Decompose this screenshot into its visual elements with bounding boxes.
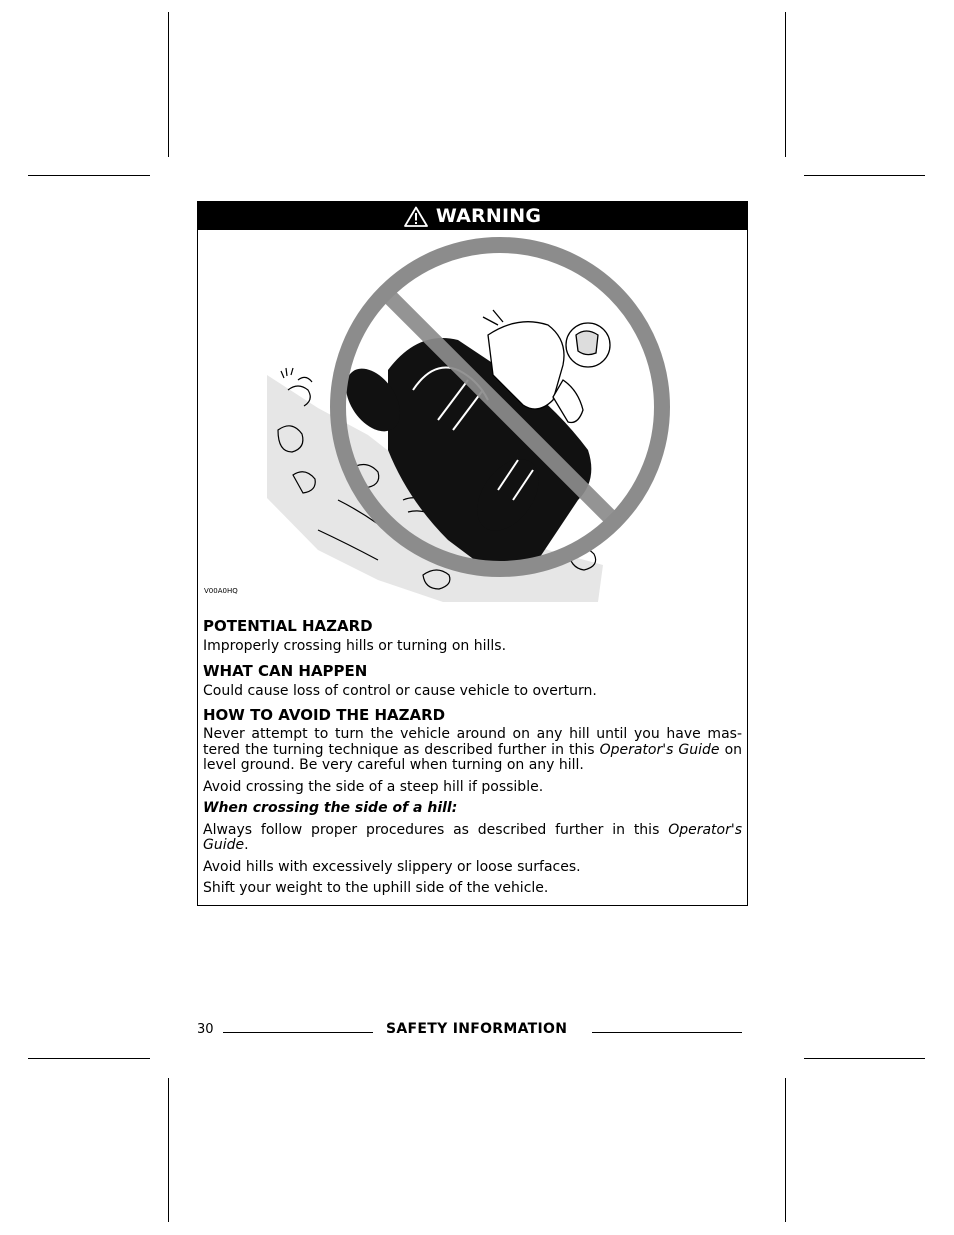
text-segment: Always follow proper procedures as described further in this	[203, 821, 669, 838]
warning-box	[197, 201, 748, 906]
crop-mark	[168, 12, 169, 157]
text-segment: on level ground. Be very careful when turning on any hill.	[203, 741, 743, 773]
operators-guide-reference: Operator's Guide	[203, 821, 742, 853]
page-number: 30	[197, 1022, 214, 1037]
warning-header	[198, 202, 747, 230]
text-how-to-avoid-1	[203, 727, 742, 774]
warning-triangle-icon	[404, 206, 428, 227]
hillside-atv-illustration	[198, 230, 747, 602]
text-segment: Never attempt to turn the vehicle around on any hill until you have mas-tered the turning technique as described further in this	[203, 726, 742, 758]
heading-what-can-happen: WHAT CAN HAPPEN	[203, 661, 368, 680]
crop-mark	[28, 1058, 150, 1059]
text-segment: .	[244, 837, 249, 853]
text-how-to-avoid-2: Avoid crossing the side of a steep hill if possible.	[203, 778, 544, 795]
operators-guide-reference: Operator's Guide	[599, 741, 720, 758]
footer-section-title: SAFETY INFORMATION	[386, 1021, 568, 1037]
heading-how-to-avoid: HOW TO AVOID THE HAZARD	[203, 706, 446, 724]
text-how-to-avoid-5: Shift your weight to the uphill side of the vehicle.	[203, 880, 549, 896]
heading-potential-hazard: POTENTIAL HAZARD	[203, 617, 373, 635]
footer-rule-right	[592, 1032, 742, 1033]
crop-mark	[804, 175, 925, 176]
warning-title: WARNING	[435, 205, 542, 227]
text-how-to-avoid-3	[203, 823, 742, 854]
crop-mark	[785, 1078, 786, 1222]
crop-mark	[28, 175, 150, 176]
crop-mark	[168, 1078, 169, 1222]
crop-mark	[785, 12, 786, 157]
warning-content	[198, 617, 747, 897]
text-how-to-avoid-4: Avoid hills with excessively slippery or loose surfaces.	[203, 858, 581, 875]
text-potential-hazard: Improperly crossing hills or turning on hills.	[203, 638, 507, 654]
figure-code: V00A0HQ	[204, 587, 238, 595]
footer-rule-left	[223, 1032, 373, 1033]
text-what-can-happen: Could cause loss of control or cause vehicle to overturn.	[203, 682, 597, 699]
subheading-crossing-side: When crossing the side of a hill:	[203, 800, 458, 816]
crop-mark	[804, 1058, 925, 1059]
page-footer	[197, 1020, 748, 1038]
